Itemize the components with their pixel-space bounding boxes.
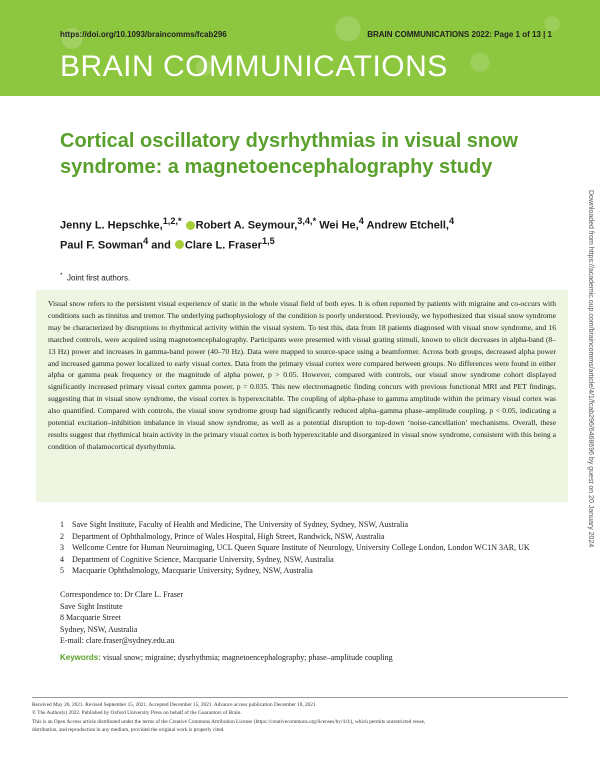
correspondence-block (60, 589, 183, 647)
author-affil-sup: 3,4,* (297, 216, 317, 226)
author-name[interactable]: Jenny L. Hepschke, (60, 219, 163, 232)
article-title: Cortical oscillatory dysrhythmias in visual snow syndrome: a magnetoencephalography study (60, 130, 518, 178)
affiliation-item (60, 519, 565, 531)
affiliation-item (60, 554, 565, 566)
keywords-text: visual snow; migraine; dysrhythmia; magnetoencephalography; phase–amplitude coupling (100, 653, 393, 662)
affiliation-text: Department of Cognitive Science, Macquarie University, Sydney, NSW, Australia (72, 554, 334, 564)
author-name[interactable]: Robert A. Seymour, (195, 219, 298, 232)
author-name[interactable]: Paul F. Sowman (60, 239, 144, 252)
correspondence-line: 8 Macquarie Street (60, 613, 121, 622)
keywords-label: Keywords: (60, 653, 101, 662)
license-line: This is an Open Access article distributed under the terms of the Creative Commons Attribution License (https://creativecommons.org/licenses/by/4.0/), which permits unrestricted reuse, (32, 718, 426, 725)
author-affil-sup: 4 (143, 235, 149, 246)
affiliation-item (60, 565, 565, 577)
affiliation-number: 4 (60, 554, 64, 564)
author-conjunction: and (148, 239, 174, 252)
copyright-line: © The Author(s) 2022. Published by Oxford University Press on behalf of the Guarantors of Brain. (32, 710, 242, 717)
affiliation-item (60, 531, 565, 543)
journal-header-band (0, 0, 600, 96)
author-affil-sup: 1,5 (261, 235, 275, 246)
footnote-mark: * (60, 272, 63, 279)
download-watermark-text: Downloaded from https://academic.oup.com/braincomms/article/4/1/fcab296/6468696 by guest on 20 January 2024 (587, 190, 594, 548)
affiliation-text: Department of Ophthalmology, Prince of Wales Hospital, High Street, Randwick, NSW, Australia (72, 531, 385, 541)
author-list (60, 214, 530, 253)
abstract-text: Visual snow refers to the persistent visual experience of static in the whole visual field of both eyes. It is often reported by patients with migraine and co-occurs with conditions such as tinnitus and tremor. The underlying pathophysiology of the condition is poorly understood. Previously, we hypothesized that visual snow syndrome may be characterized by disruptions to rhythmical activity within the visual system. To test this, data from 18 patients diagnosed with visual snow syndrome, and 16 matched controls, were acquired using magnetoencephalography. Participants were presented with visual grating stimuli, known to elicit decreases in alpha-band (8–13 Hz) power and increases in gamma-band power (40–70 Hz). Data were mapped to source-space using a beamformer. Across both groups, decreased alpha power and increased gamma power localized to early visual cortex. Data from the primary visual cortex were compared between groups. No differences were found in either alpha or gamma peak frequency or the magnitude of alpha power, p > 0.05. However, compared with controls, our visual snow syndrome cohort displayed significantly increased primary visual cortex gamma power, p = 0.035. This new electromagnetic finding concurs with previous functional MRI and PET findings, suggesting that in visual snow syndrome, the visual cortex is hyperexcitable. The coupling of alpha-phase to gamma amplitude within the primary visual cortex was also quantified. Compared with controls, the visual snow syndrome group had significantly reduced alpha–gamma phase–amplitude coupling, p < 0.05, indicating a potential excitation–inhibition imbalance in visual snow syndrome, as well as a potential disruption to top-down ‘noise-cancellation’ mechanisms. Overall, these results suggest that rhythmical brain activity in the primary visual cortex is both hyperexcitable and disorganized in visual snow syndrome, consistent with this being a condition of thalamocortical dysrhythmia. (48, 299, 556, 451)
publication-notes (32, 701, 572, 734)
download-watermark (584, 190, 594, 570)
joint-first-footnote (60, 272, 130, 283)
received-dates: Received May 26, 2021. Revised September 15, 2021. Accepted December 15, 2021. Advance access publication December 18, 2021 (32, 702, 316, 708)
affiliation-text: Wellcome Centre for Human Neuroimaging, UCL Queen Square Institute of Neurology, University College London, London WC1N 3AR, UK (72, 543, 530, 552)
footer-divider (32, 697, 568, 698)
orcid-icon[interactable] (186, 221, 195, 230)
journal-title: BRAIN COMMUNICATIONS (60, 50, 448, 83)
affiliation-number: 5 (60, 566, 64, 575)
author-affil-sup: 1,2,* (162, 216, 182, 226)
abstract-box (36, 290, 568, 502)
orcid-icon[interactable] (175, 240, 184, 249)
author-line-2 (60, 234, 530, 254)
author-line-1 (60, 214, 530, 234)
author-name[interactable]: Wei He, (316, 219, 359, 232)
affiliation-list (60, 519, 565, 577)
correspondence-line: Correspondence to: Dr Clare L. Fraser (60, 590, 184, 599)
author-affil-sup: 4 (449, 216, 455, 226)
affiliation-text: Save Sight Institute, Faculty of Health and Medicine, The University of Sydney, Sydney, NSW, Australia (72, 520, 409, 529)
doi-link[interactable]: https://doi.org/10.1093/braincomms/fcab296 (60, 30, 227, 39)
affiliation-number: 3 (60, 543, 64, 552)
correspondence-email[interactable]: E-mail: clare.fraser@sydney.edu.au (60, 636, 175, 645)
keywords (60, 653, 393, 662)
page-info: BRAIN COMMUNICATIONS 2022: Page 1 of 13 | 1 (367, 30, 552, 39)
affiliation-text: Macquarie Ophthalmology, Macquarie University, Sydney, NSW, Australia (72, 566, 313, 575)
affiliation-number: 1 (60, 520, 64, 529)
footnote-text: Joint first authors. (67, 273, 131, 283)
affiliation-number: 2 (60, 531, 64, 541)
license-line-cont: distribution, and reproduction in any medium, provided the original work is properly cited. (32, 726, 225, 733)
author-name[interactable]: Andrew Etchell, (363, 219, 449, 232)
correspondence-line: Sydney, NSW, Australia (60, 624, 138, 634)
author-affil-sup: 4 (358, 216, 364, 226)
affiliation-item (60, 542, 565, 554)
correspondence-line: Save Sight Institute (60, 601, 123, 611)
author-name[interactable]: Clare L. Fraser (184, 239, 262, 252)
